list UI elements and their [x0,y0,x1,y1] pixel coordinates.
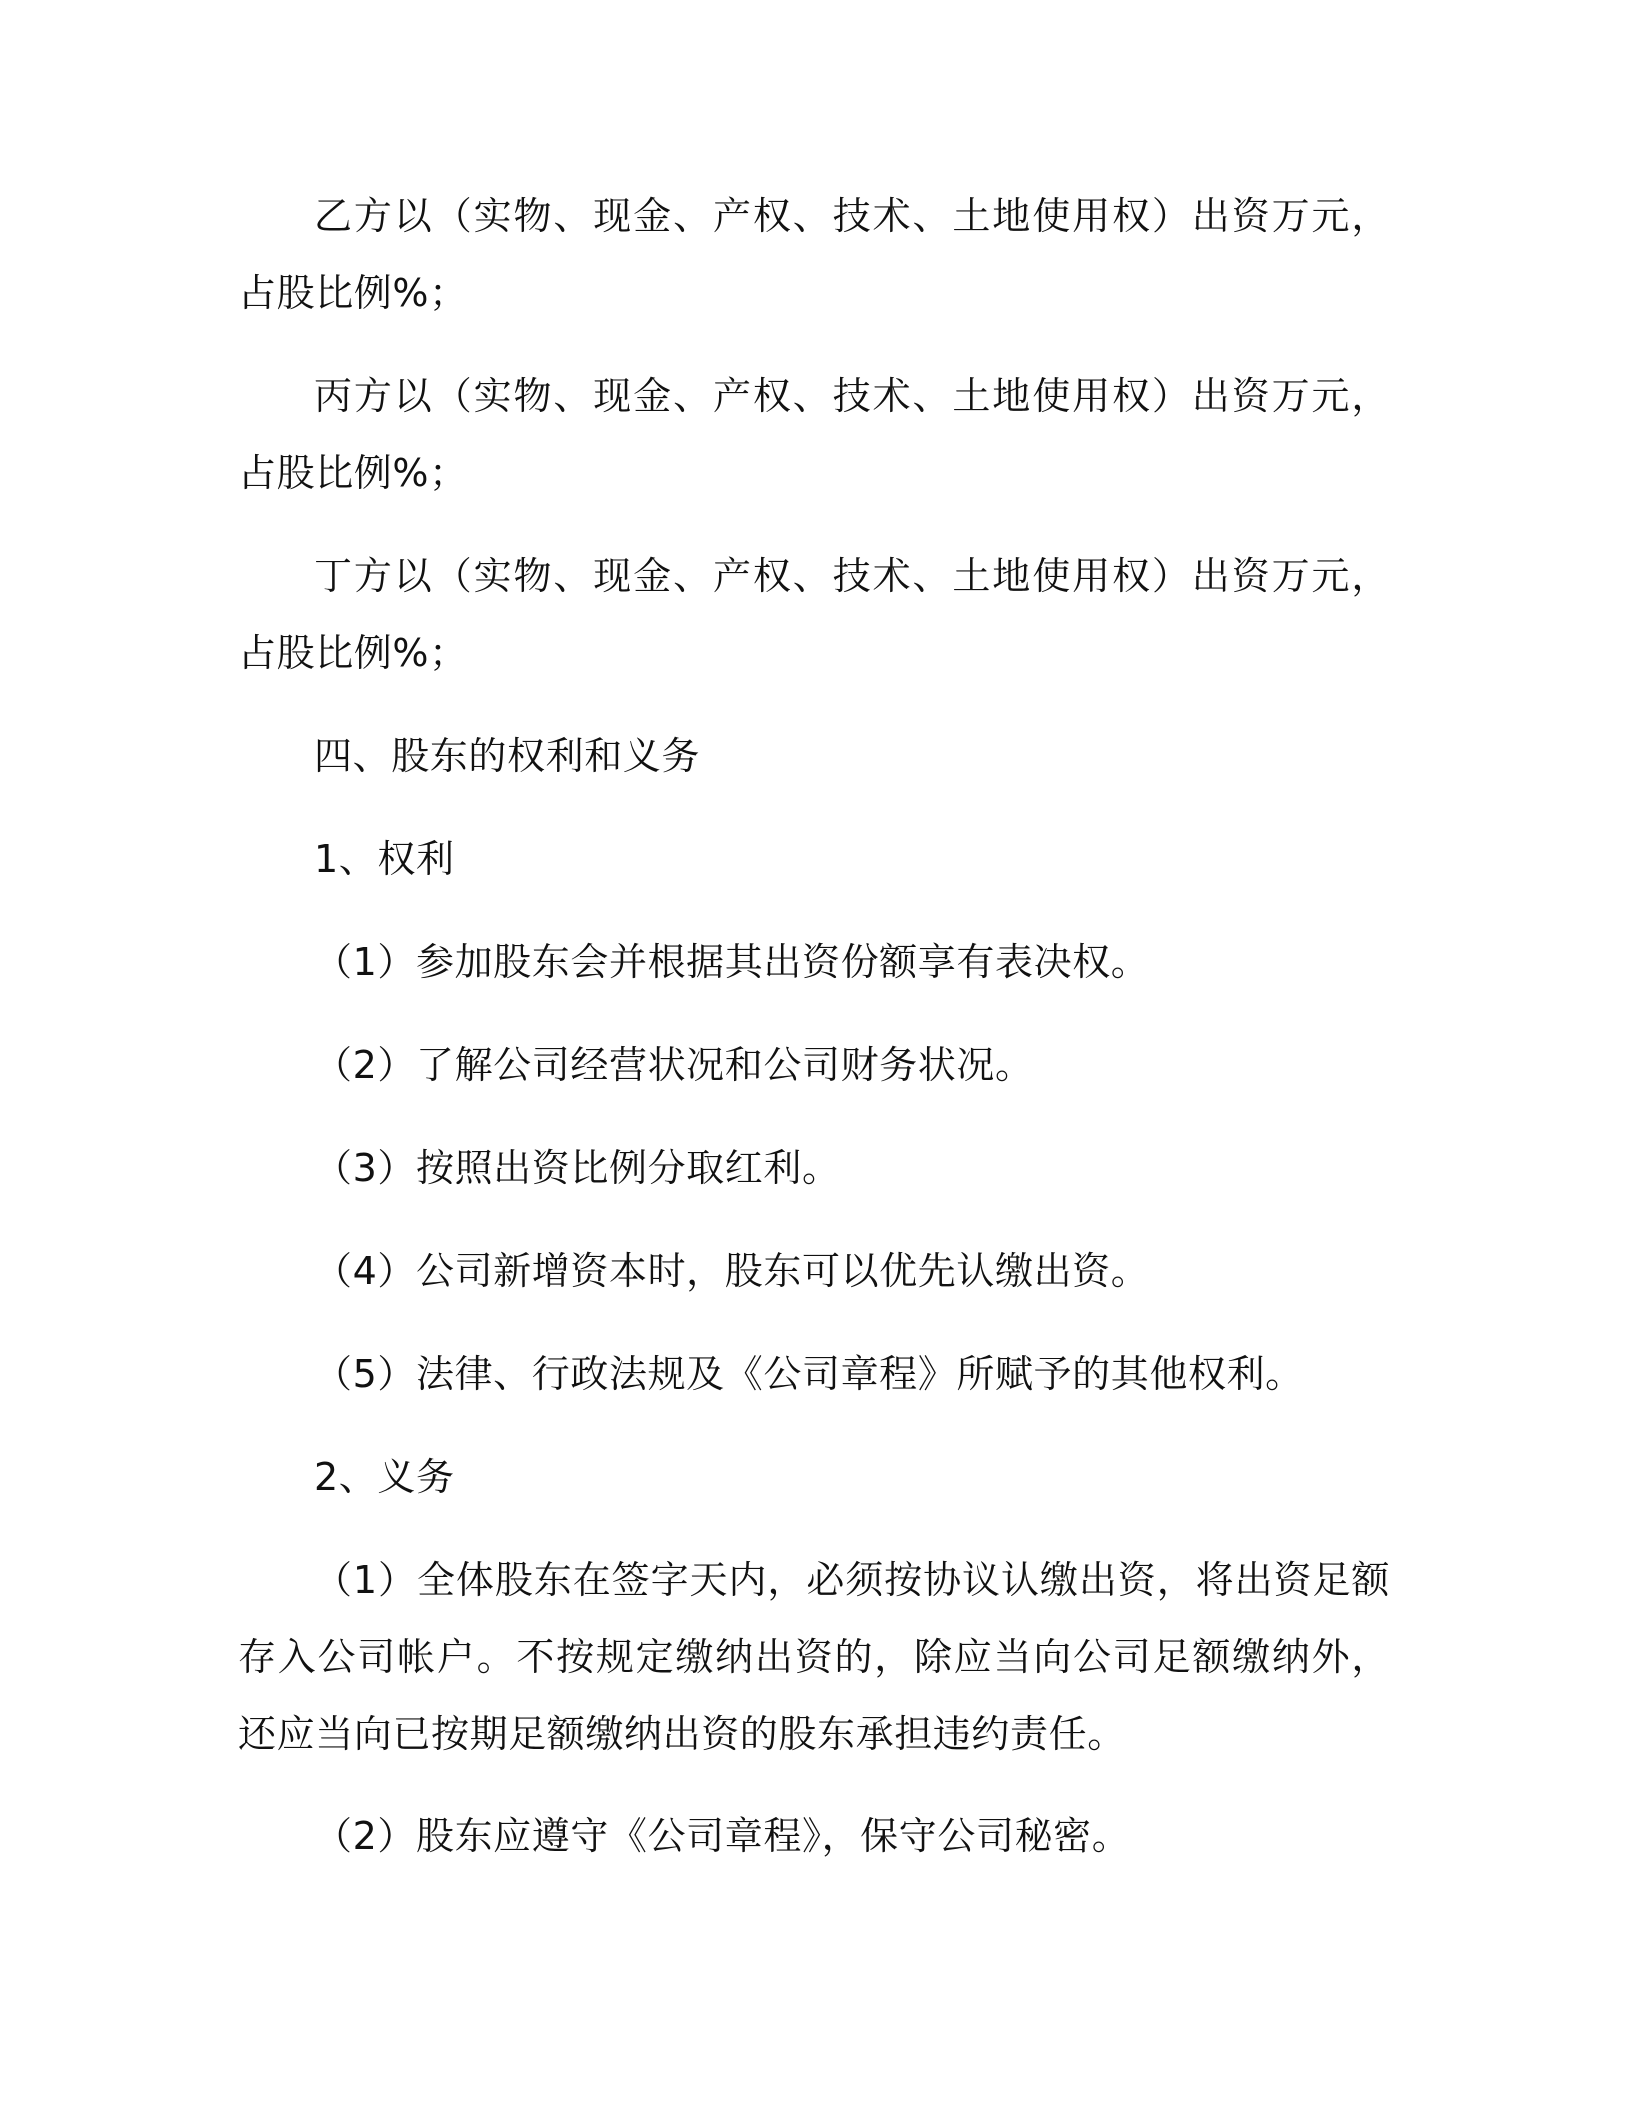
right-item-3: （3）按照出资比例分取红利。 [314,1146,841,1190]
rights-heading: 1、权利 [314,837,455,881]
duties-heading: 2、义务 [314,1455,455,1499]
duty-item-2: （2）股东应遵守《公司章程》，保守公司秘密。 [314,1814,1131,1858]
right-item-1: （1）参加股东会并根据其出资份额享有表决权。 [314,940,1150,984]
right-item-5: （5）法律、行政法规及《公司章程》所赋予的其他权利。 [314,1352,1304,1396]
right-item-4: （4）公司新增资本时，股东可以优先认缴出资。 [314,1249,1150,1293]
duty-item-1: （1）全体股东在签字天内，必须按协议认缴出资，将出资足额存入公司帐户。不按规定缴纳出资的，除应当向公司足额缴纳外，还应当向已按期足额缴纳出资的股东承担违约责任。 [238,1558,1390,1756]
section-heading-rights-duties: 四、股东的权利和义务 [314,734,701,778]
party-d-contribution: 丁方以（实物、现金、产权、技术、土地使用权）出资万元，占股比例%； [238,554,1390,675]
party-b-contribution: 乙方以（实物、现金、产权、技术、土地使用权）出资万元，占股比例%； [238,194,1390,315]
party-c-contribution: 丙方以（实物、现金、产权、技术、土地使用权）出资万元，占股比例%； [238,374,1390,495]
right-item-2: （2）了解公司经营状况和公司财务状况。 [314,1043,1034,1087]
